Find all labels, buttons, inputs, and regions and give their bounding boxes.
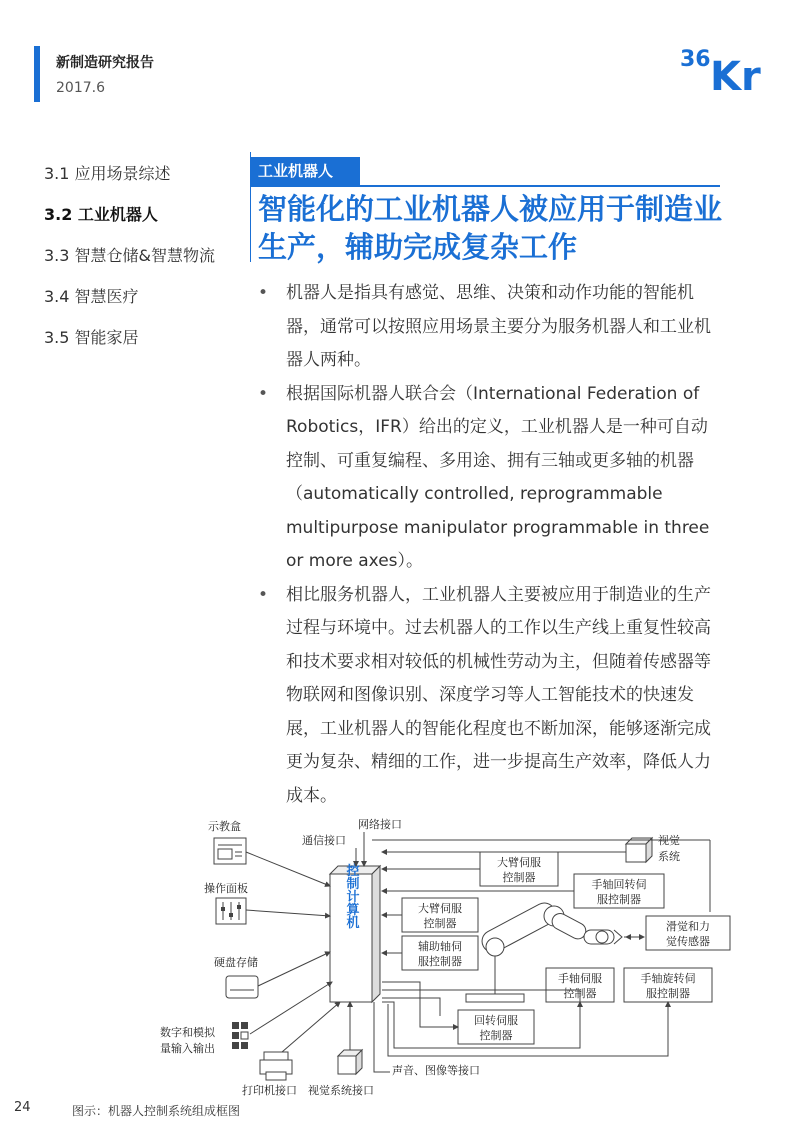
table-of-contents bbox=[44, 164, 215, 369]
big-arm-servo-line1: 大臂伺服 bbox=[497, 856, 541, 869]
toc-item-3-2[interactable]: 3.2 工业机器人 bbox=[44, 205, 158, 224]
logo-large-text: Kr bbox=[710, 54, 761, 96]
toc-item-3-1[interactable]: 3.1 应用场景综述 bbox=[44, 164, 171, 183]
bullet-item: • 机器人是指具有感觉、思维、决策和动作功能的智能机器，通常可以按照应用场景主要分为服务机器人和工业机器人两种。 bbox=[258, 277, 723, 378]
robot-control-diagram bbox=[150, 812, 740, 1102]
io-label-line1: 数字和模拟 bbox=[160, 1026, 215, 1039]
toc-item-3-4[interactable]: 3.4 智慧医疗 bbox=[44, 287, 139, 306]
report-date: 2017.6 bbox=[56, 80, 105, 96]
wrist-rotate-servo-line1: 手轴回转伺 bbox=[591, 878, 647, 891]
page-number: 24 bbox=[14, 1100, 31, 1115]
base-rotate-servo-line2: 控制器 bbox=[479, 1029, 513, 1042]
report-title: 新制造研究报告 bbox=[56, 55, 154, 71]
logo-small-text: 36 bbox=[680, 47, 711, 72]
operation-panel-icon bbox=[216, 898, 246, 924]
teach-box-icon bbox=[214, 838, 246, 864]
sound-image-interface-label: 声音、图像等接口 bbox=[392, 1064, 480, 1077]
vision-interface-icon bbox=[338, 1050, 362, 1074]
toc-item-3-3[interactable]: 3.3 智慧仓储&智慧物流 bbox=[44, 246, 216, 265]
big-arm-servo-line2: 控制器 bbox=[502, 871, 536, 884]
section-tag: 工业机器人 bbox=[250, 157, 360, 185]
bullet-list bbox=[258, 277, 723, 813]
section-divider-horizontal bbox=[250, 185, 720, 187]
vision-system-label-line2: 系统 bbox=[658, 850, 680, 863]
bullet-item: • 相比服务机器人，工业机器人主要被应用于制造业的生产过程与环境中。过去机器人的工作以生产线上重复性较高和技术要求相对较低的机械性劳动为主，但随着传感器等物联网和图像识别、深度学习等人工智能技术的快速发展，工业机器人的智能化程度也不断加深，能够逐渐完成更为复杂、精细的工作，进一步提高生产效率，降低人力成本。 bbox=[258, 579, 723, 814]
bullet-item: • 根据国际机器人联合会（International Federation of Robotics，IFR）给出的定义，工业机器人是一种可自动控制、可重复编程、多用途、拥有三轴或更多轴的机器（automatically controlled, reprogrammable multipurpose manipulator programmable in three or more axes）。 bbox=[258, 378, 723, 579]
aux-axis-servo-line1: 辅助轴伺 bbox=[418, 940, 462, 953]
io-grid-icon bbox=[232, 1022, 248, 1049]
base-rotate-servo-line1: 回转伺服 bbox=[474, 1014, 518, 1027]
wrist-servo-line1: 手轴伺服 bbox=[558, 972, 602, 985]
figure-caption: 图示：机器人控制系统组成框图 bbox=[72, 1104, 241, 1118]
disk-storage-icon bbox=[226, 976, 258, 998]
section-headline: 智能化的工业机器人被应用于制造业生产，辅助完成复杂工作 bbox=[258, 192, 723, 264]
control-computer-label: 控制计算机 bbox=[343, 863, 359, 929]
small-arm-servo-line2: 控制器 bbox=[423, 917, 457, 930]
io-label-line2: 量输入输出 bbox=[160, 1042, 215, 1055]
operation-panel-label: 操作面板 bbox=[204, 882, 248, 895]
wrist-spin-servo-line1: 手轴旋转伺 bbox=[640, 972, 696, 985]
vision-system-label-line1: 视觉 bbox=[658, 834, 680, 847]
printer-icon bbox=[260, 1052, 292, 1080]
wrist-servo-line2: 控制器 bbox=[563, 987, 597, 1000]
slip-force-sensor-line2: 觉传感器 bbox=[666, 935, 710, 948]
vision-system-icon bbox=[626, 838, 652, 862]
wrist-spin-servo-line2: 服控制器 bbox=[646, 987, 690, 1000]
36kr-logo bbox=[676, 40, 766, 96]
vision-interface-label: 视觉系统接口 bbox=[308, 1084, 374, 1097]
disk-storage-label: 硬盘存储 bbox=[214, 956, 258, 969]
comm-interface-label: 通信接口 bbox=[302, 834, 346, 847]
network-interface-label: 网络接口 bbox=[358, 818, 402, 831]
small-arm-servo-line1: 大臂伺服 bbox=[418, 902, 462, 915]
slip-force-sensor-line1: 滑觉和力 bbox=[666, 920, 710, 933]
aux-axis-servo-line2: 服控制器 bbox=[418, 955, 462, 968]
toc-item-3-5[interactable]: 3.5 智能家居 bbox=[44, 328, 139, 347]
teach-box-label: 示教盒 bbox=[208, 820, 241, 833]
header-accent-bar bbox=[34, 46, 40, 102]
printer-interface-label: 打印机接口 bbox=[242, 1084, 297, 1097]
wrist-rotate-servo-line2: 服控制器 bbox=[597, 893, 641, 906]
control-computer-box bbox=[330, 863, 380, 1002]
